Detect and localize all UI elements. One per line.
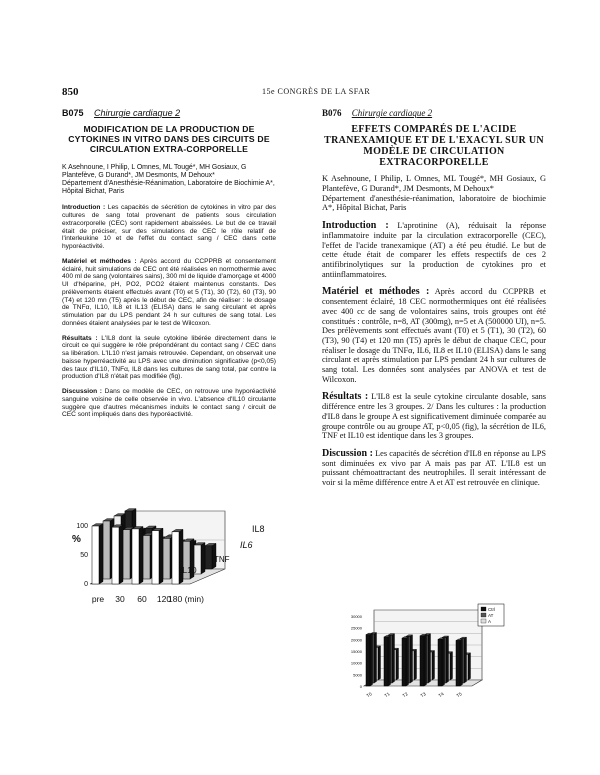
abstract-authors-block xyxy=(62,164,276,196)
bar-side xyxy=(432,651,435,681)
bar-ctrl-1 xyxy=(384,637,388,686)
y-tick-label: 10000 xyxy=(350,660,362,666)
abstract-title: MODIFICATION DE LA PRODUCTION DE CYTOKINES IN VITRO DANS DES CIRCUITS DE CIRCULATION EXTRA-CORPORELLE xyxy=(68,124,270,154)
section-heading: Introduction : xyxy=(322,220,389,232)
section-introduction xyxy=(62,204,276,251)
section-heading: Résultats : xyxy=(62,334,98,342)
bar-il8-3 xyxy=(152,531,159,584)
y-axis-label: % xyxy=(72,534,81,545)
section-text: L'IL8 est la seule cytokine circulante dosable, sans différence entre les 3 groupes. 2/ Dans les cultures : la production d'IL8 dans le groupe A est significativement diminuée comparée au groupe contrôle ou au groupe AT, p<0,05 (fig), la sécrétion de IL6, TNF et IL10 est identique dans les 3 groupes. xyxy=(322,392,547,441)
section-text: L'IL8 dont la seule cytokine libérée directement dans le circuit ce qui suggère le rôle prépondérant du contact sang / CEC dans sa libération. L'IL10 n'est jamais retrouvée. Cependant, on observait une baisse hyperréactivité au LPS avec une diminution significative (p<0,05) des taux d'IL10, TNFα, IL8 dans les cultures de sang total, par contre la production d'IL8 n'était pas modifiée (fig). xyxy=(62,334,277,381)
bar-side xyxy=(99,524,103,584)
legend-swatch xyxy=(481,619,486,623)
x-tick-label: T4 xyxy=(437,691,445,699)
bar-ctrl-3 xyxy=(420,636,424,686)
bar-side xyxy=(406,637,409,686)
bar-il6-3 xyxy=(163,538,170,579)
bar-side xyxy=(460,639,463,686)
bar-side xyxy=(388,636,391,687)
series-label: IL6 xyxy=(240,540,253,550)
section-heading: Discussion : xyxy=(62,388,103,396)
legend-label: A xyxy=(488,619,492,624)
bar-side xyxy=(378,646,381,680)
y-tick-label: 0 xyxy=(84,581,88,588)
section-methods xyxy=(62,258,276,328)
section-text: Les capacités de sécrétion d'IL8 en réponse au LPS sont diminuées ex vivo par A mais pas par AT. L'IL8 est un puissant chémoattractant des neutrophiles. Il serait intéressant de voir si la même différence entre A et AT est retrouvée en clinique. xyxy=(322,448,546,488)
bar-side xyxy=(442,638,445,686)
section-results xyxy=(322,392,546,441)
congress-title: 15e CONGRÈS DE LA SFAR xyxy=(262,87,371,96)
cytokine-bar-chart xyxy=(62,480,276,620)
bar-side xyxy=(159,528,163,584)
section-heading: Matériel et méthodes : xyxy=(322,286,430,298)
section-methods xyxy=(322,287,546,384)
abstract-authors: K Asehnoune, I Philip, L Omnes, ML Tougé*, MH Gosiaux, G Plantefève, G Durand*, JM Desmonts, M Dehoux* xyxy=(62,164,247,180)
series-label: IL10 xyxy=(180,565,197,575)
bar-side xyxy=(396,648,399,680)
legend-swatch xyxy=(481,607,486,611)
x-tick-label: T3 xyxy=(419,691,427,699)
section-text: L'aprotinine (A), réduisait la réponse inflammatoire induite par la circulation extracorporelle (CEC), l'effet de l'acide tranexamique (AT) a été peu étudié. Le but de cette étude était de comparer les effets respectifs de ces 2 antifibrinolytiques sur la production de cytokines pro et antiinflammatoires. xyxy=(322,221,547,279)
abstract-authors-block xyxy=(322,174,546,213)
bar-side xyxy=(424,634,427,686)
section-heading: Introduction : xyxy=(62,204,106,212)
abstract-code xyxy=(322,108,546,118)
bar-il8-2 xyxy=(132,529,139,584)
x-tick-label: 180 (min) xyxy=(168,594,204,604)
legend-label: AT xyxy=(488,613,494,618)
y-tick-label: 100 xyxy=(76,523,88,530)
section-text: Dans ce modèle de CEC, on retrouve une hyporéactivité sanguine voisine de celle observée in vivo. L'absence d'IL10 circulante suggère que d'autres mécanismes induits le contact sang / circuit de CEC sont impliqués dans des hyporéactivité. xyxy=(62,388,276,419)
x-tick-label: T0 xyxy=(365,691,373,699)
bar-il8-1 xyxy=(112,527,119,584)
bar-ctrl-4 xyxy=(438,639,442,686)
bar-il10-4 xyxy=(205,546,212,569)
y-tick-label: 5000 xyxy=(353,672,362,678)
y-tick-label: 30000 xyxy=(350,614,362,619)
legend-swatch xyxy=(481,613,486,617)
running-head xyxy=(62,86,546,100)
section-text: Après accord du CCPPRB et consentement éclairé, 18 CEC normothermiques ont été réalisées avec 400 cc de sang de volontaires sains, trois groupes ont été constitués : contrôle, n=8, AT (300mg), n=5 et A (500000 UI), n=5. Des prélèvements sont effectués avant (T0) et 5 (T1), 30 (T2), 60 (T3), 90 (T4) et 120 mn (T5) après le début de chaque CEC, pour réaliser le dosage du TNFα, IL6, IL8 et IL10 (ELISA) dans le sang circulant et après stimulation par LPS pendant 24 h sur cultures de sang total. Les données sont analysées par ANOVA et test de Wilcoxon. xyxy=(322,287,547,384)
y-tick-label: 25000 xyxy=(350,625,362,631)
bar-il8-4 xyxy=(172,532,179,584)
legend-label: Ctrl xyxy=(488,607,495,612)
abstract-rubric: Chirurgie cardiaque 2 xyxy=(351,108,433,118)
bar-il6-0 xyxy=(103,521,110,579)
section-text: Après accord du CCPPRB et consentement éclairé, huit simulations de CEC ont été réalisées en normothermie avec 400 ml de sang (volontaires sains), 300 ml de liquide d'amorçage et 4000 UI d'héparine, pH, PO2, PCO2 étaient maintenus constants. Des prélèvements étaient effectués avant (T0) et 5 (T1), 30 (T2), 60 (T3), 90 (T4) et 120 mn (T5) après le début de CEC, afin de réaliser : le dosage de TNFα, IL10, IL8 et IL13 (ELISA) dans le sang circulant et après stimulation par du LPS pendant 24 h sur cultures de sang total. Les données étaient analysées par le test de Wilcoxon. xyxy=(62,257,276,327)
bar-side xyxy=(179,529,183,584)
section-heading: Résultats : xyxy=(322,391,369,403)
section-text: Les capacités de sécrétion de cytokines in vitro par des cultures de sang total provenant de patients sous circulation extracorporelle (CEC) sont rapidement abaissées. Le but de ce travail était de préciser, sur des simulations de CEC le rôle relatif de l'interleukine 10 et de l'effet du contact sang / CEC dans cette hyporéactivité. xyxy=(62,204,276,251)
page-number: 850 xyxy=(62,86,79,98)
abstract-title: EFFETS COMPARÉS DE L'ACIDE TRANEXAMIQUE ET DE L'EXACYL SUR UN MODÈLE DE CIRCULATION EXTRACORPORELLE xyxy=(324,124,544,168)
bar-ctrl-2 xyxy=(402,638,406,686)
section-heading: Matériel et méthodes : xyxy=(62,257,137,265)
bar-il6-2 xyxy=(143,536,150,580)
abstract-number: B075 xyxy=(62,108,84,118)
x-tick-label: pre xyxy=(91,594,105,604)
x-tick-label: 120 xyxy=(156,594,172,604)
bar-side xyxy=(370,633,373,686)
y-tick-label: 0 xyxy=(359,684,362,689)
abstract-code xyxy=(62,108,276,118)
bar-side xyxy=(410,635,413,683)
y-tick-label: 20000 xyxy=(350,637,362,643)
y-tick-label: 50 xyxy=(80,552,88,559)
section-discussion xyxy=(322,449,546,488)
il8-bar-chart xyxy=(340,598,506,704)
bar-side xyxy=(464,637,467,683)
x-tick-label: 60 xyxy=(137,594,147,604)
bar-side xyxy=(450,652,453,680)
abstract-affiliation: Département d'anesthésie-réanimation, laboratoire de biochimie A*, Hôpital Bichat, Paris xyxy=(322,193,546,213)
abstract-number: B076 xyxy=(322,108,342,118)
bar-ctrl-5 xyxy=(456,641,460,687)
x-tick-label: 30 xyxy=(115,594,125,604)
bar-side xyxy=(428,634,431,683)
bar-il6-1 xyxy=(123,530,130,579)
bar-side xyxy=(139,527,143,585)
bar-side xyxy=(446,636,449,683)
bar-side xyxy=(119,525,123,584)
abstract-affiliation: Département d'Anesthésie-Réanimation, Laboratoire de Biochimie A*, Hôpital Bichat, Paris xyxy=(62,180,275,196)
bar-side xyxy=(468,653,471,680)
x-tick-label: T5 xyxy=(455,691,463,699)
series-label: TNF xyxy=(214,555,230,564)
abstract-right xyxy=(322,108,546,496)
abstract-authors: K Asehnoune, I Philip, L Omnes, ML Tougé*, MH Gosiaux, G Plantefève, G Durand*, JM Desmonts, M Dehoux* xyxy=(322,174,546,193)
bar-side xyxy=(392,634,395,683)
bar-side xyxy=(201,543,205,574)
bar-ctrl-0 xyxy=(366,635,370,686)
bar-side xyxy=(374,633,377,684)
section-introduction xyxy=(322,221,546,279)
abstract-rubric: Chirurgie cardiaque 2 xyxy=(94,108,181,118)
abstract-left xyxy=(62,108,276,426)
y-tick-label: 15000 xyxy=(350,649,362,654)
section-heading: Discussion : xyxy=(322,447,373,459)
bar-il8-0 xyxy=(92,526,99,584)
section-discussion xyxy=(62,388,276,419)
series-label: IL8 xyxy=(252,524,265,534)
section-results xyxy=(62,335,276,382)
x-tick-label: T2 xyxy=(401,691,409,699)
x-tick-label: T1 xyxy=(383,691,391,699)
bar-side xyxy=(414,649,417,680)
